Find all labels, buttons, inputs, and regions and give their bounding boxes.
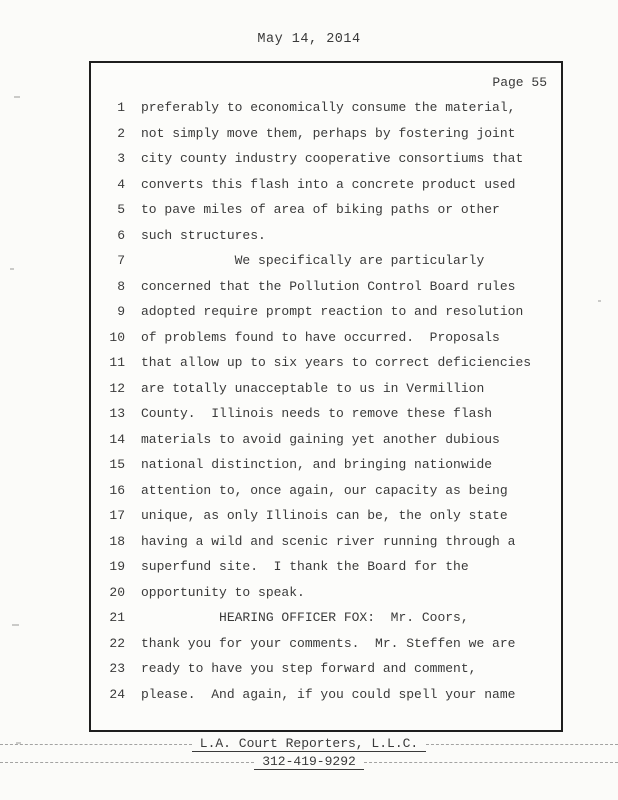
- line-text: ready to have you step forward and comment,: [141, 661, 477, 676]
- line-text: not simply move them, perhaps by fostering joint: [141, 125, 516, 141]
- line-number: 15: [109, 457, 125, 472]
- scan-artifact: [10, 268, 14, 270]
- line-number: 21: [109, 610, 125, 625]
- transcript-line: [91, 299, 561, 325]
- transcript-line: [91, 503, 561, 529]
- footer-dash-left: [0, 744, 192, 745]
- transcript-line: [91, 376, 561, 402]
- transcript-line: [91, 121, 561, 147]
- transcript-line: [91, 452, 561, 478]
- transcript-line: [91, 682, 561, 708]
- line-number: 18: [109, 533, 125, 549]
- line-text: are totally unacceptable to us in Vermillion: [141, 380, 485, 396]
- transcript-line: [91, 529, 561, 555]
- transcript-line: [91, 605, 561, 631]
- transcript-line: [91, 427, 561, 453]
- line-text: that allow up to six years to correct deficiencies: [141, 355, 532, 370]
- line-number: 9: [117, 304, 125, 319]
- line-number: 8: [117, 278, 125, 294]
- line-number: 22: [109, 635, 125, 651]
- line-text: superfund site. I thank the Board for the: [141, 559, 469, 574]
- transcript-line: [91, 580, 561, 606]
- line-number: 10: [109, 329, 125, 345]
- line-number: 19: [109, 559, 125, 574]
- footer-company-row: [0, 736, 618, 752]
- line-text: adopted require prompt reaction to and resolution: [141, 304, 524, 319]
- scan-artifact: [598, 300, 601, 302]
- line-text: attention to, once again, our capacity as being: [141, 482, 508, 498]
- transcript-line: [91, 656, 561, 682]
- line-number: 1: [117, 100, 125, 115]
- transcript-line: [91, 325, 561, 351]
- line-number: 4: [117, 176, 125, 192]
- line-number: 12: [109, 380, 125, 396]
- line-number: 6: [117, 227, 125, 243]
- line-number: 13: [109, 406, 125, 421]
- line-number: 17: [109, 508, 125, 523]
- line-number: 16: [109, 482, 125, 498]
- line-text: unique, as only Illinois can be, the only state: [141, 508, 508, 523]
- line-text: national distinction, and bringing nationwide: [141, 457, 493, 472]
- transcript-line: [91, 172, 561, 198]
- footer-dash-right-2: [364, 762, 618, 763]
- line-number: 2: [117, 125, 125, 141]
- transcript-line: [91, 95, 561, 121]
- line-text: converts this flash into a concrete product used: [141, 176, 516, 192]
- line-number: 3: [117, 151, 125, 166]
- transcript-line: [91, 146, 561, 172]
- line-number: 11: [109, 355, 125, 370]
- transcript-line: [91, 197, 561, 223]
- line-text: preferably to economically consume the material,: [141, 100, 516, 115]
- line-number: 14: [109, 431, 125, 447]
- line-text: having a wild and scenic river running through a: [141, 533, 516, 549]
- footer-phone-row: [0, 754, 618, 770]
- line-text: concerned that the Pollution Control Board rules: [141, 278, 516, 294]
- scan-artifact: [16, 742, 21, 744]
- footer-dash-left-2: [0, 762, 254, 763]
- line-text: County. Illinois needs to remove these flash: [141, 406, 493, 421]
- line-text: HEARING OFFICER FOX: Mr. Coors,: [141, 610, 469, 625]
- footer-company: L.A. Court Reporters, L.L.C.: [192, 736, 426, 752]
- line-text: city county industry cooperative consortiums that: [141, 151, 524, 166]
- footer-phone: 312-419-9292: [254, 754, 364, 770]
- transcript-line: [91, 401, 561, 427]
- transcript-line: [91, 350, 561, 376]
- transcript-line: [91, 248, 561, 274]
- line-text: materials to avoid gaining yet another dubious: [141, 431, 500, 447]
- line-number: 7: [117, 253, 125, 268]
- transcript-lines: [91, 95, 561, 707]
- line-number: 5: [117, 202, 125, 217]
- line-number: 23: [109, 661, 125, 676]
- transcript-line: [91, 274, 561, 300]
- date-header: May 14, 2014: [257, 32, 361, 47]
- scan-artifact: [14, 96, 20, 98]
- transcript-line: [91, 223, 561, 249]
- page-number-label: Page 55: [492, 75, 547, 90]
- transcript-line: [91, 478, 561, 504]
- line-text: opportunity to speak.: [141, 584, 305, 600]
- footer: [0, 736, 618, 770]
- line-number: 24: [109, 686, 125, 702]
- line-text: please. And again, if you could spell your name: [141, 686, 516, 702]
- line-text: of problems found to have occurred. Proposals: [141, 329, 500, 345]
- line-number: 20: [109, 584, 125, 600]
- line-text: such structures.: [141, 227, 266, 243]
- line-text: We specifically are particularly: [141, 253, 485, 268]
- line-text: to pave miles of area of biking paths or other: [141, 202, 500, 217]
- transcript-line: [91, 631, 561, 657]
- line-text: thank you for your comments. Mr. Steffen we are: [141, 635, 516, 651]
- transcript-box: [89, 61, 563, 732]
- footer-dash-right: [426, 744, 618, 745]
- transcript-line: [91, 554, 561, 580]
- scan-artifact: [12, 624, 19, 626]
